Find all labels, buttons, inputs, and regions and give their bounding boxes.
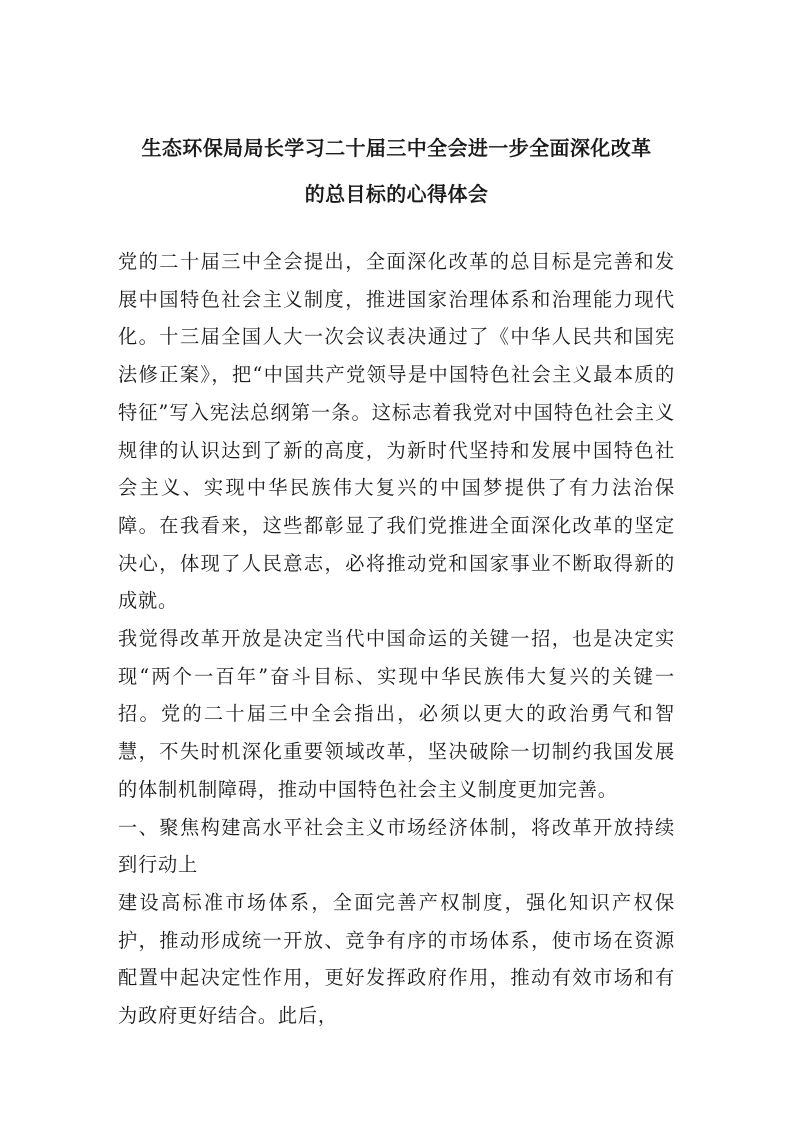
document-title-line-2: 的总目标的心得体会 [304,182,489,206]
document-title-line-1: 生态环保局局长学习二十届三中全会进一步全面深化改革 [141,136,652,160]
paragraph-1: 党的二十届三中全会提出，全面深化改革的总目标是完善和发展中国特色社会主义制度，推进国家治理体系和治理能力现代化。十三届全国人大一次会议表决通过了《中华人民共和国宪法修正案》，把“中国共产党领导是中国特色社会主义最本质的特征”写入宪法总纲第一条。这标志着我党对中国特色社会主义规律的认识达到了新的高度，为新时代坚持和发展中国特色社会主义、实现中华民族伟大复兴的中国梦提供了有力法治保障。在我看来，这些都彰显了我们党推进全面深化改革的坚定决心，体现了人民意志，必将推动党和国家事业不断取得新的成就。 [118,250,675,613]
paragraph-3: 建设高标准市场体系，全面完善产权制度，强化知识产权保护，推动形成统一开放、竞争有序的市场体系，使市场在资源配置中起决定性作用，更好发挥政府作用，推动有效市场和有为政府更好结合。此后， [118,890,675,1028]
document-body [118,243,675,1035]
section-heading-1: 一、聚焦构建高水平社会主义市场经济体制，将改革开放持续到行动上 [118,815,675,877]
paragraph-2: 我觉得改革开放是决定当代中国命运的关键一招，也是决定实现“两个一百年”奋斗目标、实现中华民族伟大复兴的关键一招。党的二十届三中全会指出，必须以更大的政治勇气和智慧，不失时机深化重要领域改革，坚决破除一切制约我国发展的体制机制障碍，推动中国特色社会主义制度更加完善。 [118,627,675,801]
